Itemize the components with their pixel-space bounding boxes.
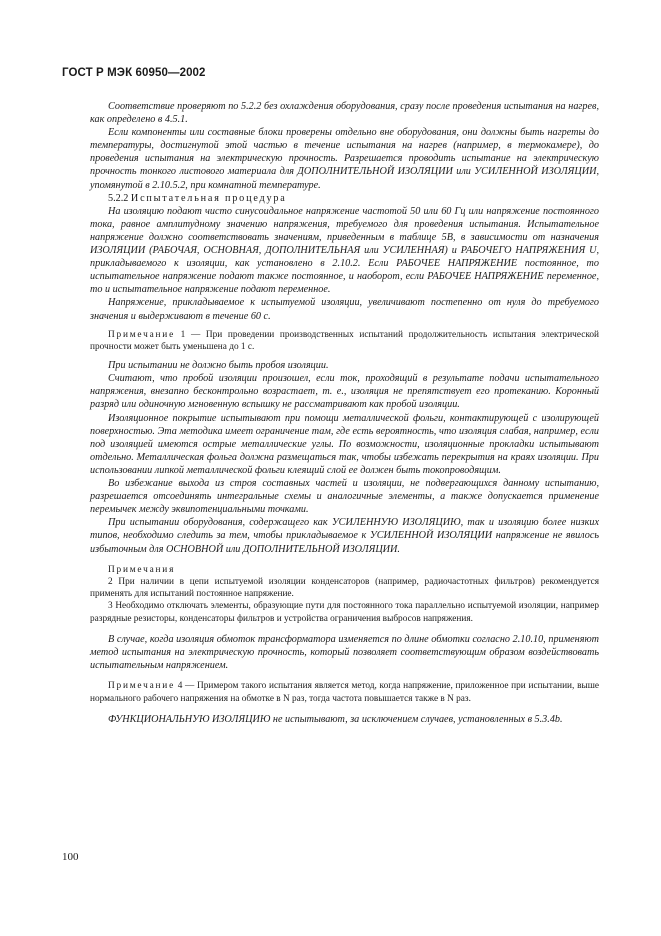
notes-heading-label: Примечания (108, 564, 176, 575)
paragraph-no-breakdown: При испытании не должно быть пробоя изоляции. (108, 360, 329, 372)
note-1 (90, 329, 599, 354)
page-number: 100 (62, 851, 79, 863)
paragraph-test-voltage: На изоляцию подают чисто синусоидальное напряжение частотой 50 или 60 Гц или напряжение постоянного тока, равное амплитудному значению напряжения, требуемого для проведения испытания. Испытательное напряжение должно соответствовать значениям, приведенным в таблице 5В, в зависимости от назначения ИЗОЛЯЦИИ (РАБОЧАЯ, ОСНОВНАЯ, ДОПОЛНИТЕЛЬНАЯ или УСИЛЕННАЯ) и РАБОЧЕГО НАПРЯЖЕНИЯ U, прикладываемого к изоляции, как установлено в 2.10.2. Если РАБОЧЕЕ НАПРЯЖЕНИЕ постоянное, то испытательное напряжение подают также постоянное, и наоборот, если РАБОЧЕЕ НАПРЯЖЕНИЕ переменное, то и испытательное напряжение подают переменное. (90, 205, 599, 296)
document-body (90, 100, 599, 726)
note-1-text: 1 — При проведении производственных испытаний продолжительность испытания электрической прочности может быть уменьшена до 1 с. (90, 329, 600, 352)
document-header: ГОСТ Р МЭК 60950—2002 (62, 67, 206, 79)
paragraph-reinforced: При испытании оборудования, содержащего как УСИЛЕННУЮ ИЗОЛЯЦИЮ, так и изоляцию более низких типов, необходимо следить за тем, чтобы прикладываемое к УСИЛЕННОЙ ИЗОЛЯЦИИ напряжение не явилось избыточным для ОСНОВНОЙ или ДОПОЛНИТЕЛЬНОЙ ИЗОЛЯЦИИ. (90, 517, 599, 555)
paragraph-breakdown-definition: Считают, что пробой изоляции произошел, если ток, проходящий в результате подачи испытательного напряжения, внезапно бесконтрольно возрастает, т. е., изоляция не препятствует его протеканию. Коронный разряд или одиночную мгновенную вспышку не рассматривают как пробой изоляции. (90, 373, 599, 411)
note-4 (90, 680, 599, 705)
section-title: Испытательная процедура (130, 192, 287, 204)
note-3: 3 Необходимо отключать элементы, образующие пути для постоянного тока параллельно испытуемой изоляции, например разрядные резисторы, конденсаторы фильтров и устройства ограничения выбросов напряжения. (90, 601, 599, 624)
paragraph-foil: Изоляционное покрытие испытывают при помощи металлической фольги, контактирующей с изолирующей поверхностью. Эта методика имеет ограничение там, где есть вероятность, что изоляция слабая, например, если под изоляцией имеются острые металлические углы. По возможности, изоляционные прокладки испытывают отдельно. Металлическая фольга должна размещаться так, чтобы избежать перекрытия на краях изоляции. При использовании липкой металлической фольги клеящий слой ее должен быть токопроводящим. (90, 412, 599, 476)
paragraph-transformer: В случае, когда изоляция обмоток трансформатора изменяется по длине обмотки согласно 2.10.10, применяют метод испытания на электрическую прочность, который позволяет соответствующим образом воздействовать испытательным напряжением. (90, 634, 599, 672)
paragraph-disconnect: Во избежание выхода из строя составных частей и изоляции, не подвергающихся данному испытанию, разрешается отсоединять интегральные схемы и аналогичные элементы, а также допускается применение перемычек между эквипотенциальными точками. (90, 478, 599, 516)
paragraph-voltage-increase: Напряжение, прикладываемое к испытуемой изоляции, увеличивают постепенно от нуля до требуемого значения и выдерживают в течение 60 с. (90, 297, 599, 322)
paragraph-components: Если компоненты или составные блоки проверены отдельно вне оборудования, они должны быть нагреты до температуры, достигнутой этой частью в течение испытания на нагрев (например, в термокамере), до проведения испытания на электрическую прочность. Разрешается проводить испытание на электрическую прочность тонкого листового материала для ДОПОЛНИТЕЛЬНОЙ ИЗОЛЯЦИИ или УСИЛЕННОЙ ИЗОЛЯЦИИ, упомянутой в 2.10.5.2, при комнатной температуре. (90, 127, 599, 191)
note-1-label: Примечание (108, 329, 175, 340)
note-2: 2 При наличии в цепи испытуемой изоляции конденсаторов (например, радиочастотных фильтров) рекомендуется применять для испытаний постоянное напряжение. (90, 576, 599, 600)
paragraph-functional: ФУНКЦИОНАЛЬНУЮ ИЗОЛЯЦИЮ не испытывают, за исключением случаев, установленных в 5.3.4b. (108, 713, 563, 725)
note-4-text: 4 — Примером такого испытания является метод, когда напряжение, приложенное при испытании, выше нормального рабочего напряжения на обмотке в N раз, тогда частота повышается также в N раз. (90, 681, 599, 704)
notes-heading (90, 564, 599, 576)
section-number: 5.2.2 (108, 192, 129, 204)
section-heading (90, 192, 599, 205)
note-4-label: Примечание (108, 681, 175, 692)
paragraph-compliance: Соответствие проверяют по 5.2.2 без охлаждения оборудования, сразу после проведения испытания на нагрев, как определено в 4.5.1. (90, 101, 599, 126)
